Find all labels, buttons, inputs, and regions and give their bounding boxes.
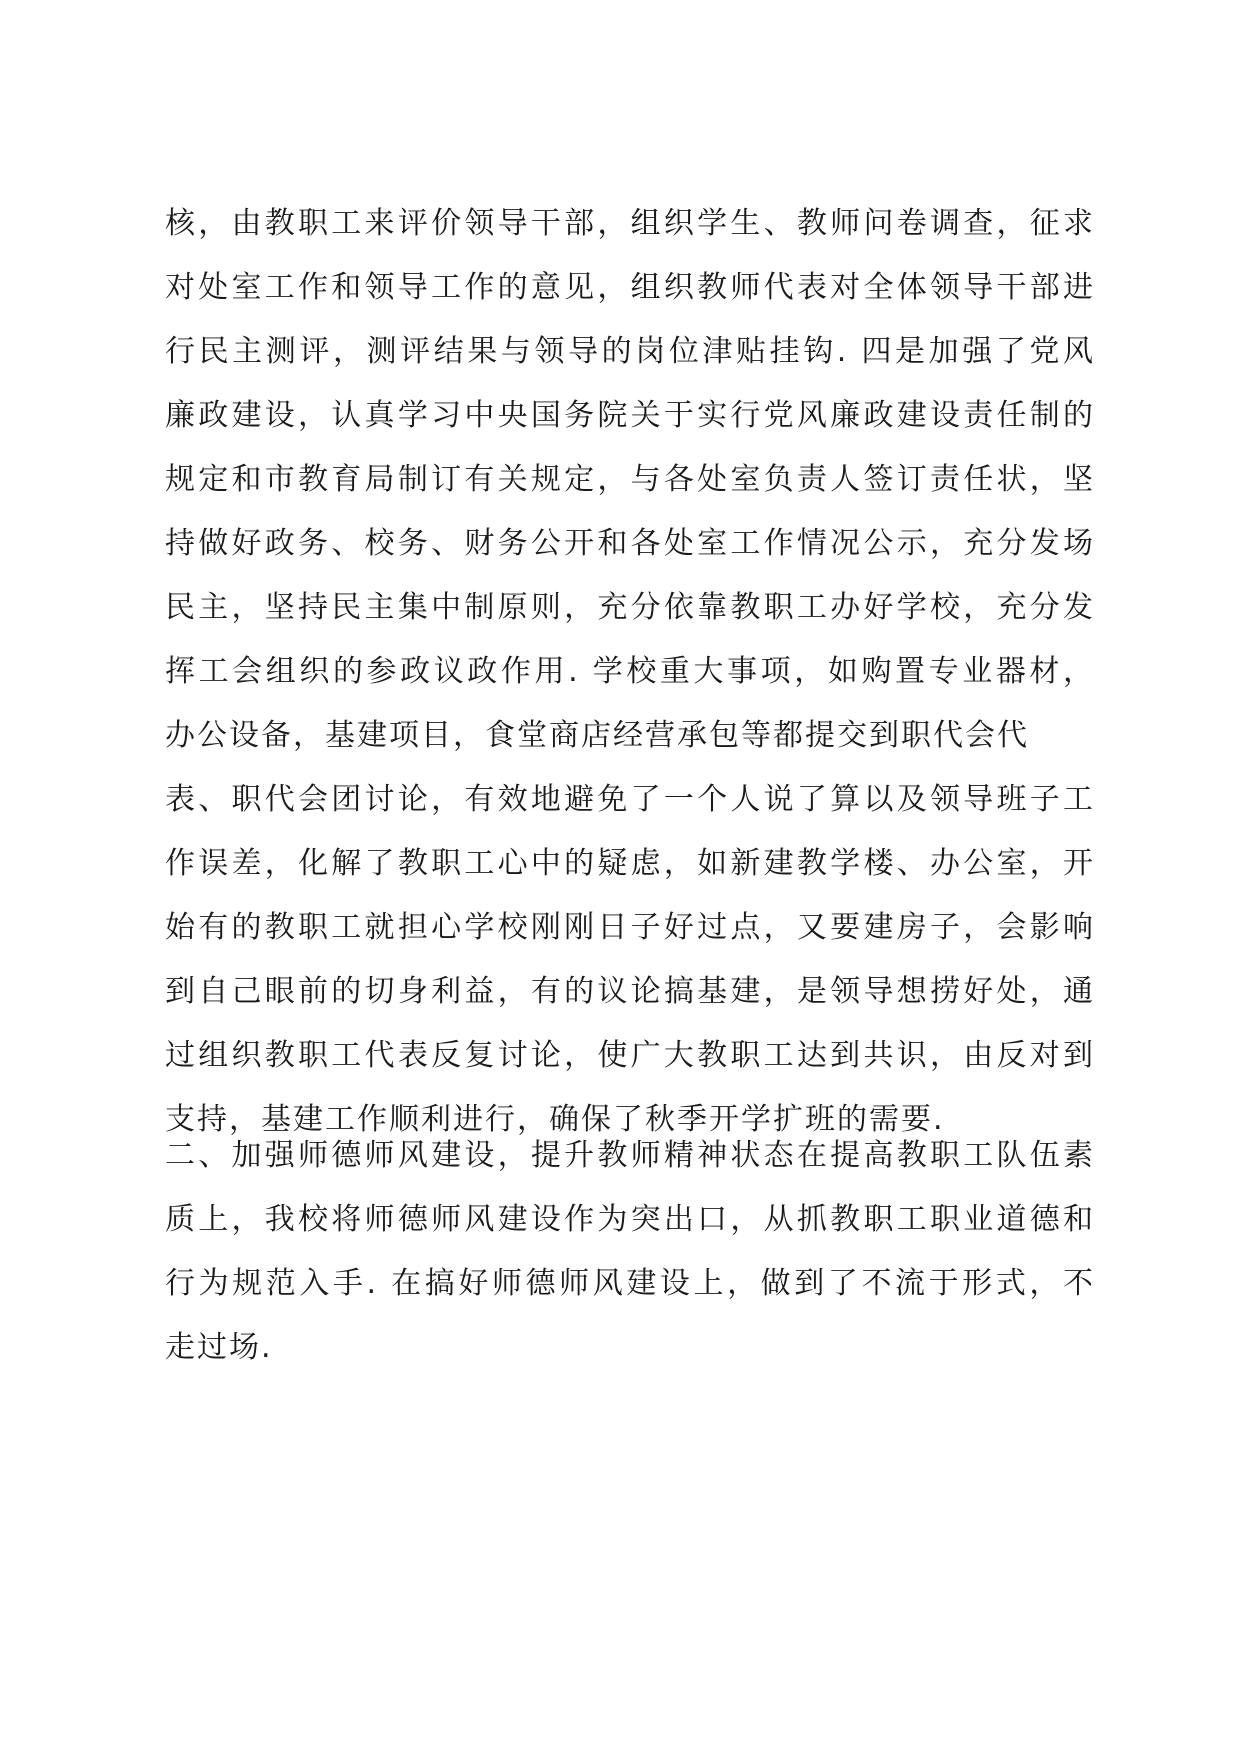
- text-line: 始有的教职工就担心学校刚刚日子好过点，又要建房子，会影响: [165, 910, 1095, 945]
- text-line: 对处室工作和领导工作的意见，组织教师代表对全体领导干部进: [165, 270, 1095, 305]
- text-line: 过组织教职工代表反复讨论，使广大教职工达到共识，由反对到: [165, 1038, 1095, 1073]
- text-line: 作误差，化解了教职工心中的疑虑，如新建教学楼、办公室，开: [165, 846, 1095, 881]
- text-line: 民主，坚持民主集中制原则，充分依靠教职工办好学校，充分发: [165, 590, 1095, 625]
- text-line: 支持，基建工作顺利进行，确保了秋季开学扩班的需要.: [165, 1102, 945, 1137]
- text-line: 质上，我校将师德师风建设作为突出口，从抓教职工职业道德和: [165, 1202, 1095, 1237]
- text-line: 行民主测评，测评结果与领导的岗位津贴挂钩. 四是加强了党风: [165, 334, 1095, 369]
- text-line: 廉政建设，认真学习中央国务院关于实行党风廉政建设责任制的: [165, 398, 1095, 433]
- paragraph-2: [165, 1124, 1095, 1380]
- text-line: 规定和市教育局制订有关规定，与各处室负责人签订责任状，坚: [165, 462, 1095, 497]
- text-line: 核，由教职工来评价领导干部，组织学生、教师问卷调查，征求: [165, 206, 1095, 241]
- text-line: 持做好政务、校务、财务公开和各处室工作情况公示，充分发场: [165, 526, 1095, 561]
- paragraph-1: [165, 192, 1095, 1152]
- text-line: 挥工会组织的参政议政作用. 学校重大事项，如购置专业器材，: [165, 654, 1095, 689]
- text-line: 表、职代会团讨论，有效地避免了一个人说了算以及领导班子工: [165, 782, 1095, 817]
- text-line: 办公设备，基建项目，食堂商店经营承包等都提交到职代会代: [165, 718, 1029, 753]
- text-line: 走过场.: [165, 1330, 273, 1365]
- text-line: 到自己眼前的切身利益，有的议论搞基建，是领导想捞好处，通: [165, 974, 1095, 1009]
- text-line: 二、加强师德师风建设，提升教师精神状态在提高教职工队伍素: [165, 1138, 1095, 1173]
- text-line: 行为规范入手. 在搞好师德师风建设上，做到了不流于形式，不: [165, 1266, 1095, 1301]
